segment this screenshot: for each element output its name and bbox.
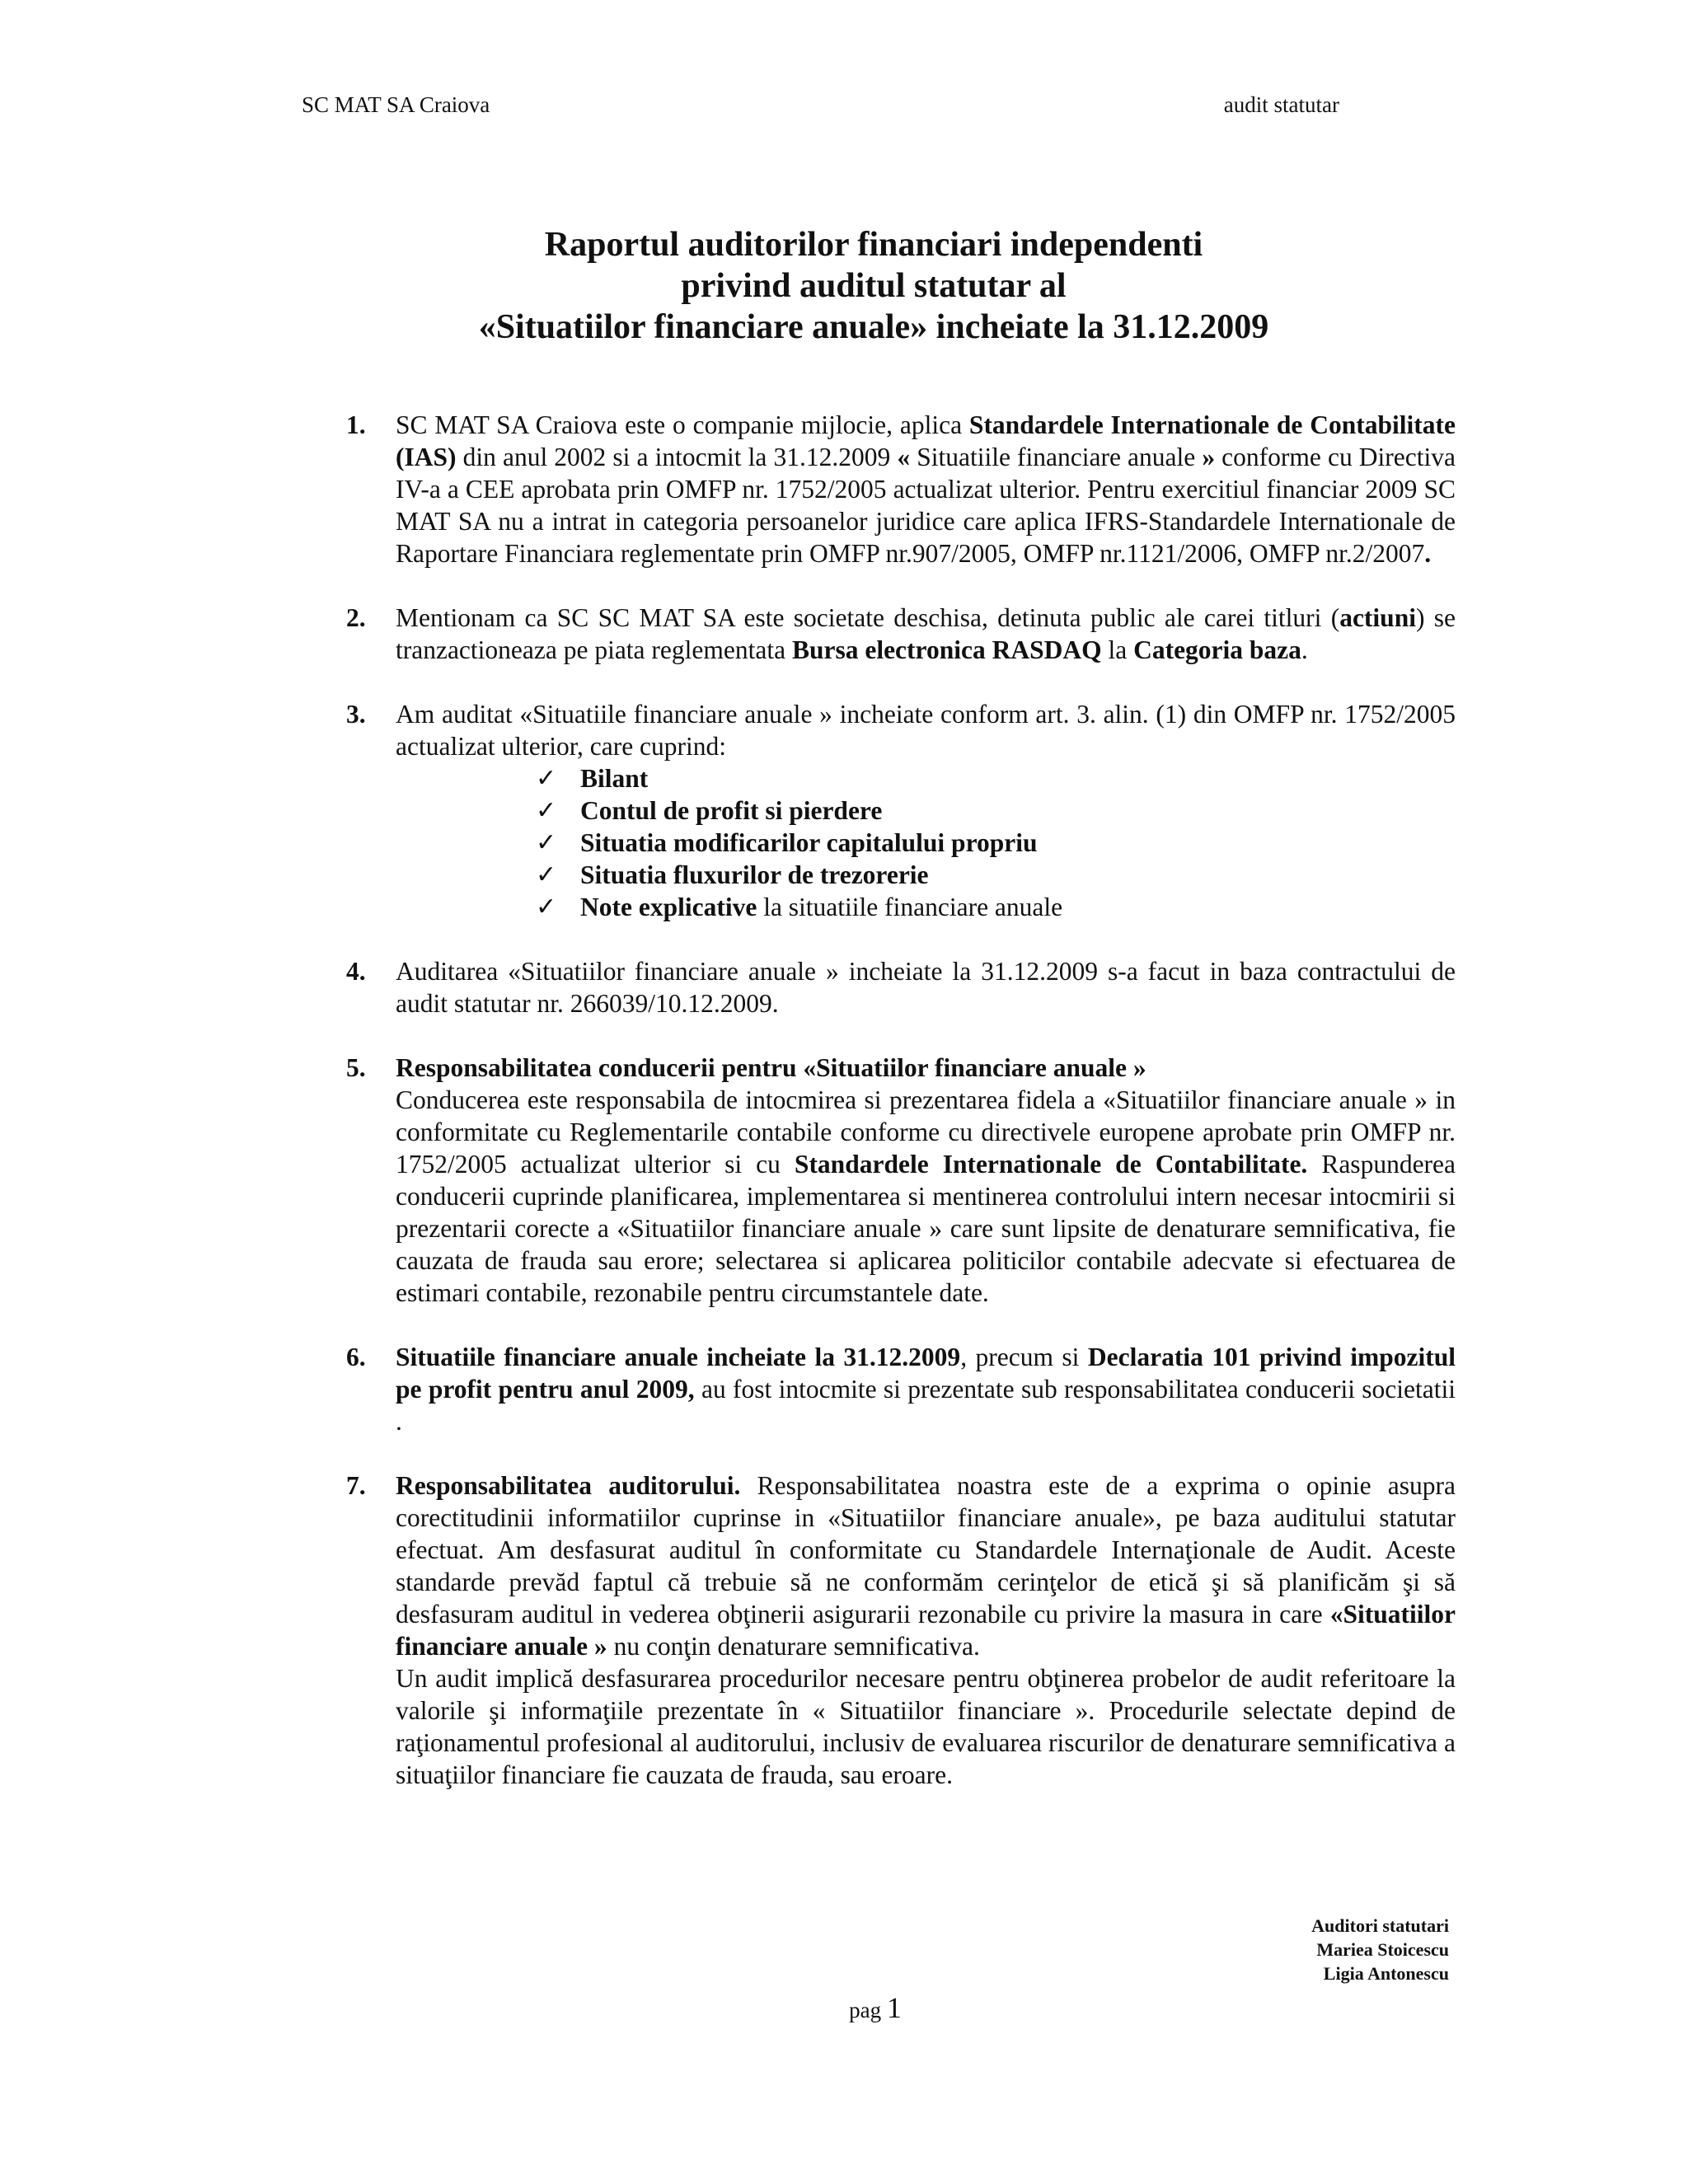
page-number: pag 1 [849, 1991, 902, 2024]
section-number: 5. [346, 1053, 366, 1082]
checkmark-icon: ✓ [536, 796, 557, 825]
section-number: 3. [346, 700, 366, 729]
list-item: ✓ Situatia modificarilor capitalului propriu [536, 828, 1038, 857]
section-2 [346, 602, 1456, 666]
section-6-text: Situatiile financiare anuale incheiate la 31.12.2009, precum si Declaratia 101 privind impozitul pe profit pentru anul 2009, au fost intocmite si prezentate sub responsabilitatea conducerii societatii . [396, 1343, 1456, 1436]
checkmark-icon: ✓ [536, 764, 557, 793]
list-item: ✓ Bilant [536, 764, 649, 793]
section-3 [346, 698, 1456, 923]
header-document-type: audit statutar [1223, 92, 1339, 117]
section-5 [346, 1052, 1456, 1309]
section-7-paragraph-2: Un audit implică desfasurarea procedurilor necesare pentru obţinerea probelor de audit referitoare la valorile şi informaţiile prezentate în « Situatiilor financiare ». Procedurile selectate depind de raţionamentul profesional al auditorului, inclusiv de evaluarea riscurilor de denaturare semnificativa a situaţiilor financiare fie cauzata de frauda, sau eroare. [396, 1664, 1456, 1789]
statements-checklist [396, 762, 1456, 923]
title-line-1: Raportul auditorilor financiari independenti [544, 226, 1203, 264]
auditor-signature-block [1311, 1914, 1449, 1985]
checkmark-icon: ✓ [536, 893, 557, 921]
section-number: 1. [346, 410, 366, 439]
section-1-text: SC MAT SA Craiova este o companie mijlocie, aplica Standardele Internationale de Contabilitate (IAS) din anul 2002 si a intocmit la 31.12.2009 « Situatiile financiare anuale » conforme cu Directiva IV-a a CEE aprobata prin OMFP nr. 1752/2005 actualizat ulterior. Pentru exercitiul financiar 2009 SC MAT SA nu a intrat in categoria persoanelor juridice care aplica IFRS-Standardele Internationale de Raportare Financiara reglementate prin OMFP nr.907/2005, OMFP nr.1121/2006, OMFP nr.2/2007. [396, 410, 1456, 568]
section-3-text: Am auditat «Situatiile financiare anuale » incheiate conform art. 3. alin. (1) din OMFP nr. 1752/2005 actualizat ulterior, care cuprind: [396, 700, 1456, 761]
signature-name: Mariea Stoicescu [1316, 1939, 1449, 1960]
report-body [346, 409, 1456, 1823]
title-line-2: privind auditul statutar al [681, 267, 1067, 305]
section-1 [346, 409, 1456, 569]
signature-role: Auditori statutari [1311, 1915, 1449, 1936]
section-7 [346, 1469, 1456, 1791]
report-title [0, 224, 1688, 348]
title-line-3: «Situatiilor financiare anuale» incheiate la 31.12.2009 [478, 308, 1269, 346]
list-item: ✓ Note explicative la situatiile financiare anuale [536, 893, 1063, 921]
section-5-heading: Responsabilitatea conducerii pentru «Situatiilor financiare anuale » [396, 1053, 1146, 1082]
checkmark-icon: ✓ [536, 828, 557, 857]
checkmark-icon: ✓ [536, 860, 557, 889]
header-company: SC MAT SA Craiova [302, 92, 490, 117]
section-number: 6. [346, 1343, 366, 1371]
section-number: 4. [346, 957, 366, 986]
section-2-text: Mentionam ca SC SC MAT SA este societate deschisa, detinuta public ale carei titluri (actiuni) se tranzactioneaza pe piata reglementata Bursa electronica RASDAQ la Categoria baza. [396, 603, 1456, 664]
list-item: ✓ Contul de profit si pierdere [536, 796, 883, 825]
section-number: 7. [346, 1471, 366, 1500]
section-4 [346, 955, 1456, 1019]
section-5-text: Conducerea este responsabila de intocmirea si prezentarea fidela a «Situatiilor financiare anuale » in conformitate cu Reglementarile contabile conforme cu directivele europene aprobate prin OMFP nr. 1752/2005 actualizat ulterior si cu Standardele Internationale de Contabilitate. Raspunderea conducerii cuprinde planificarea, implementarea si mentinerea controlului intern necesar intocmirii si prezentarii corecte a «Situatiilor financiare anuale » care sunt lipsite de denaturare semnificativa, fie cauzata de frauda sau erore; selectarea si aplicarea politicilor contabile adecvate si efectuarea de estimari contabile, rezonabile pentru circumstantele date. [396, 1085, 1456, 1307]
section-number: 2. [346, 603, 366, 632]
section-7-text: Responsabilitatea auditorului. Responsabilitatea noastra este de a exprima o opinie asupra corectitudinii informatiilor cuprinse in «Situatiilor financiare anuale», pe baza auditului statutar efectuat. Am desfasurat auditul în conformitate cu Standardele Internaţionale de Audit. Aceste standarde prevăd faptul că trebuie să ne conformăm cerinţelor de etică şi să planificăm şi să desfasuram auditul in vederea obţinerii asigurarii rezonabile cu privire la masura in care «Situatiilor financiare anuale » nu conţin denaturare semnificativa. [396, 1471, 1456, 1661]
list-item: ✓ Situatia fluxurilor de trezorerie [536, 860, 929, 889]
section-6 [346, 1341, 1456, 1437]
section-4-text: Auditarea «Situatiilor financiare anuale » incheiate la 31.12.2009 s-a facut in baza contractului de audit statutar nr. 266039/10.12.2009. [396, 957, 1456, 1018]
signature-name: Ligia Antonescu [1323, 1963, 1449, 1984]
